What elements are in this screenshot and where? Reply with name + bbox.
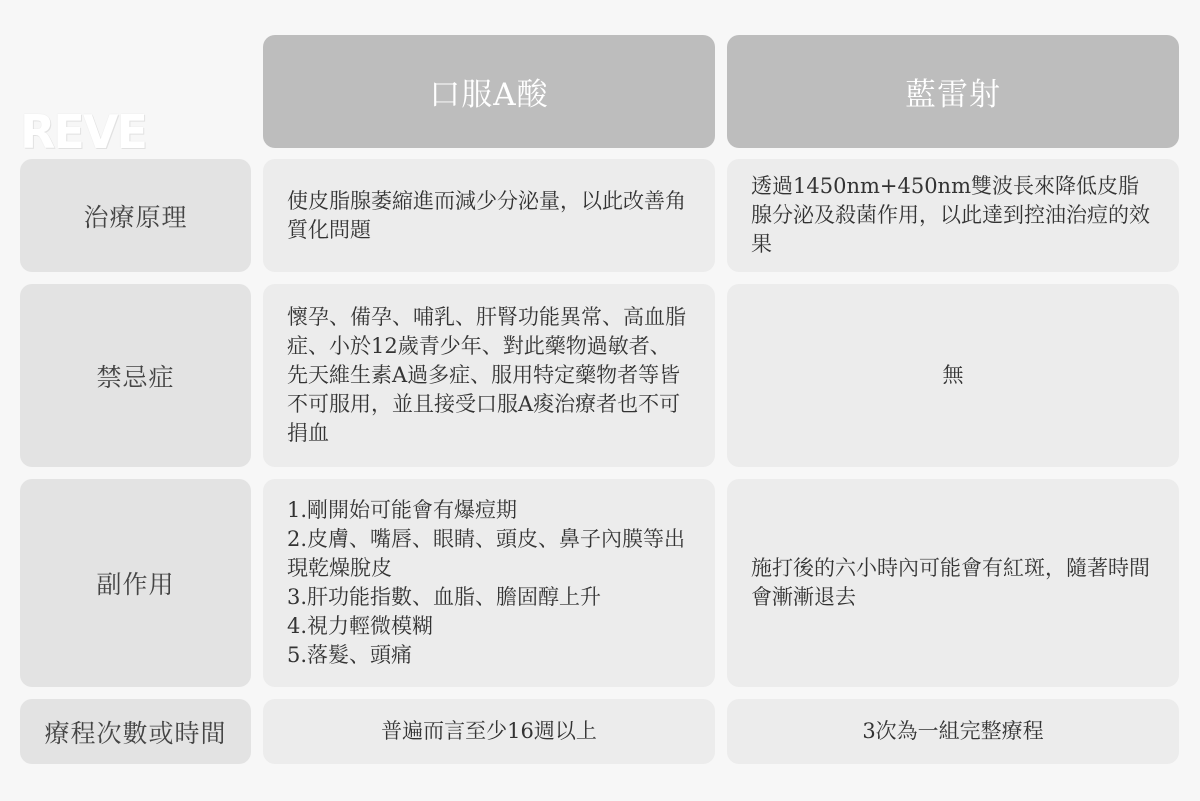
side-effects-oral-item: 1.剛開始可能會有爆痘期 xyxy=(287,498,518,522)
contraindications-laser-cell xyxy=(727,284,1179,467)
side-effects-laser-cell xyxy=(727,479,1179,687)
contraindications-oral-cell xyxy=(263,284,715,467)
column-header-oral-a-acid-label: 口服A酸 xyxy=(429,77,549,113)
principle-laser-text: 透過1450nm+450nm雙波長來降低皮脂腺分泌及殺菌作用，以此達到控油治痘的效果 xyxy=(751,174,1150,256)
row-label-contraindications xyxy=(20,284,251,467)
row-label-side-effects-text: 副作用 xyxy=(96,570,175,599)
duration-oral-cell xyxy=(263,699,715,764)
principle-oral-cell xyxy=(263,159,715,272)
side-effects-laser-text: 施打後的六小時內可能會有紅斑，隨著時間會漸漸退去 xyxy=(751,556,1150,609)
principle-oral-text: 使皮脂腺萎縮進而減少分泌量，以此改善角質化問題 xyxy=(287,188,686,242)
row-label-principle xyxy=(20,159,251,272)
column-header-oral-a-acid xyxy=(263,35,715,148)
row-label-contraindications-text: 禁忌症 xyxy=(96,362,175,392)
side-effects-oral-item: 2.皮膚、嘴唇、眼睛、頭皮、鼻子內膜等出現乾燥脫皮 xyxy=(287,527,686,580)
duration-laser-text: 3次為一組完整療程 xyxy=(862,719,1044,743)
contraindications-oral-text: 懷孕、備孕、哺乳、肝腎功能異常、高血脂症、小於12歲青少年、對此藥物過敏者、先天維生素A過多症、服用特定藥物者等皆不可服用，並且接受口服A痠治療者也不可捐血 xyxy=(287,305,686,445)
side-effects-oral-item: 5.落髮、頭痛 xyxy=(287,643,413,667)
side-effects-oral-item: 3.肝功能指數、血脂、膽固醇上升 xyxy=(287,585,602,609)
row-label-duration xyxy=(20,699,251,764)
row-label-principle-text: 治療原理 xyxy=(83,202,188,232)
duration-laser-cell xyxy=(727,699,1179,764)
principle-laser-cell xyxy=(727,159,1179,272)
column-header-blue-laser xyxy=(727,35,1179,148)
duration-oral-text: 普遍而言至少16週以上 xyxy=(381,719,597,743)
row-label-duration-text: 療程次數或時間 xyxy=(44,718,227,748)
row-label-side-effects xyxy=(20,479,251,687)
side-effects-oral-cell xyxy=(263,479,715,687)
side-effects-oral-item: 4.視力輕微模糊 xyxy=(287,614,434,638)
contraindications-laser-text: 無 xyxy=(942,363,964,387)
brand-logo: REVE xyxy=(20,105,146,159)
column-header-blue-laser-label: 藍雷射 xyxy=(905,77,1001,113)
